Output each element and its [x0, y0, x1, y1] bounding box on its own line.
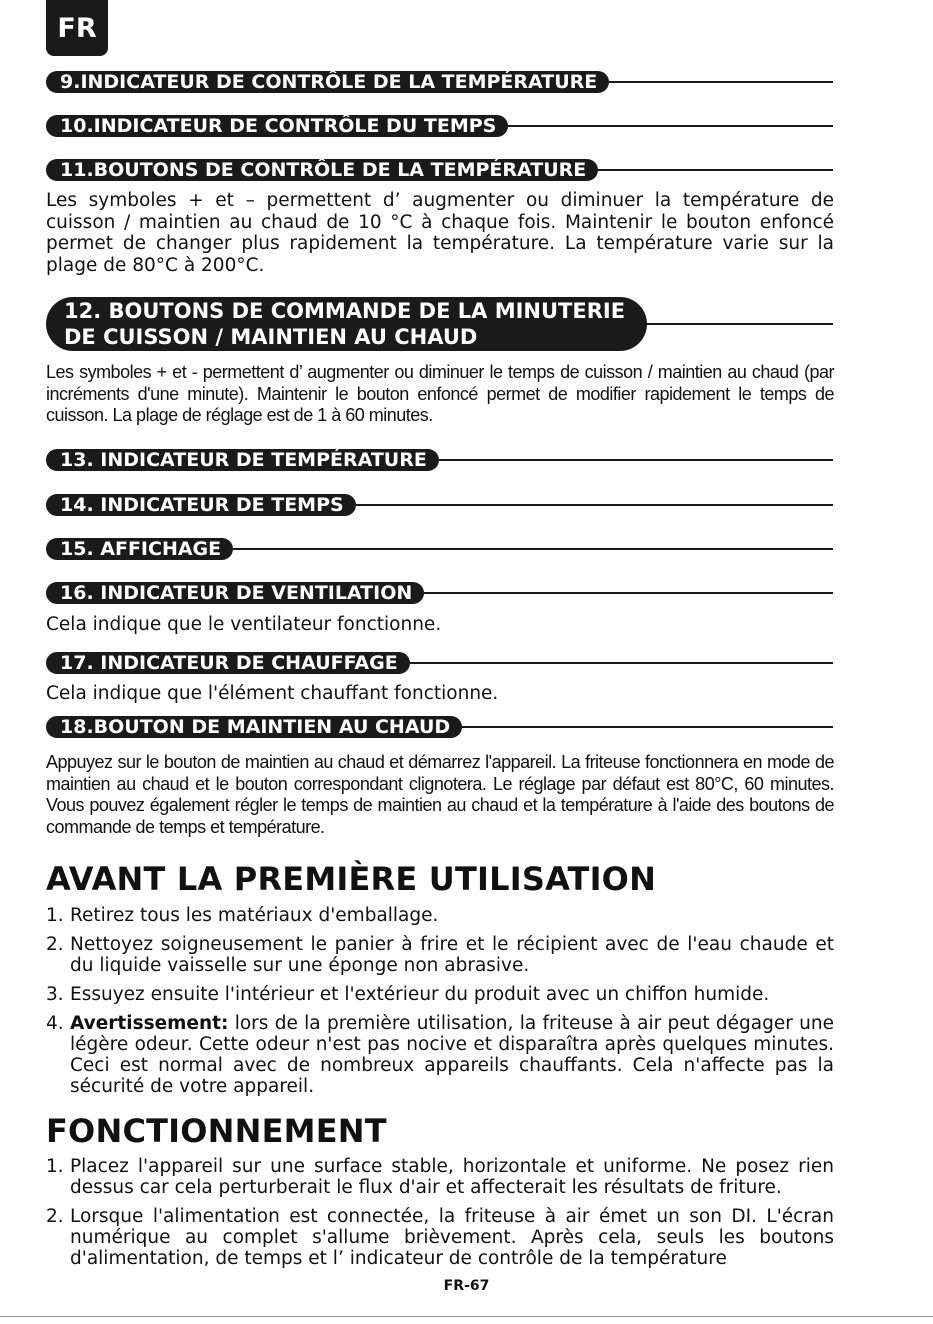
heading-label: 17. INDICATEUR DE CHAUFFAGE [46, 652, 410, 674]
heading-line-2: DE CUISSON / MAINTIEN AU CHAUD [64, 325, 478, 349]
heading-rule [233, 548, 833, 550]
heading-label [46, 297, 647, 351]
heading-temperature-control-indicator [46, 71, 833, 93]
heading-label: 15. AFFICHAGE [46, 538, 233, 560]
heading-label: 9.INDICATEUR DE CONTRÔLE DE LA TEMPÉRATURE [46, 71, 609, 93]
warning-label: Avertissement: [70, 1013, 229, 1034]
list-item-text: Essuyez ensuite l'intérieur et l'extérieur du produit avec un chiffon humide. [70, 984, 770, 1005]
list-item [46, 1156, 834, 1198]
heading-label: 18.BOUTON DE MAINTIEN AU CHAUD [46, 716, 462, 738]
list-item-number: 1. [46, 905, 64, 926]
before-first-use-list [46, 905, 834, 1105]
heading-rule [439, 459, 833, 461]
bottom-divider [0, 1316, 933, 1317]
list-item [46, 1013, 834, 1097]
heading-rule [508, 125, 833, 127]
heading-rule [609, 81, 833, 83]
list-item-text: Lorsque l'alimentation est connectée, la friteuse à air émet un son DI. L'écran numérique au complet s'allume brièvement. Après cela, seuls les boutons d'alimentation, de temps et l’ indicateur de contrôle de la température [70, 1206, 834, 1269]
heading-display [46, 538, 833, 560]
heading-timer-buttons [46, 297, 833, 351]
list-item-text: Placez l'appareil sur une surface stable, horizontale et uniforme. Ne posez rien dessus car cela perturberait le flux d'air et affecterait les résultats de friture. [70, 1156, 834, 1198]
heading-line-1: 12. BOUTONS DE COMMANDE DE LA MINUTERIE [64, 299, 626, 323]
language-badge: FR [46, 0, 108, 56]
heading-temperature-indicator [46, 449, 833, 471]
heading-label: 16. INDICATEUR DE VENTILATION [46, 582, 424, 604]
heading-fan-indicator [46, 582, 833, 604]
heading-time-indicator [46, 494, 833, 516]
list-item-number: 3. [46, 984, 64, 1005]
list-item [46, 905, 834, 926]
list-item [46, 934, 834, 976]
paragraph-timer-buttons: Les symboles + et - permettent d’ augmenter ou diminuer le temps de cuisson / maintien au chaud (par incréments d'une minute). Maintenir le bouton enfoncé permet de modifier rapidement le temps de cuisson. La plage de réglage est de 1 à 60 minutes. [46, 362, 834, 425]
heading-temperature-control-buttons [46, 159, 833, 181]
list-item-number: 2. [46, 1206, 64, 1227]
heading-rule [424, 592, 833, 594]
heading-rule [598, 169, 833, 171]
heading-keep-warm-button [46, 716, 833, 738]
heading-rule [462, 726, 833, 728]
heading-label: 11.BOUTONS DE CONTRÔLE DE LA TEMPÉRATURE [46, 159, 598, 181]
list-item-number: 4. [46, 1013, 64, 1034]
list-item-number: 1. [46, 1156, 64, 1177]
list-item-text: lors de la première utilisation, la friteuse à air peut dégager une légère odeur. Cette odeur n'est pas nocive et disparaîtra après quelques minutes. Ceci est normal avec de nombreux appareils chauffants. Cela n'affecte pas la sécurité de votre appareil. [70, 1013, 834, 1097]
paragraph-fan-indicator: Cela indique que le ventilateur fonctionne. [46, 614, 442, 635]
list-item [46, 984, 834, 1005]
heading-time-control-indicator [46, 115, 833, 137]
heading-rule [647, 323, 833, 325]
heading-heating-indicator [46, 652, 833, 674]
section-title-before-first-use: AVANT LA PREMIÈRE UTILISATION [46, 860, 657, 898]
heading-label: 10.INDICATEUR DE CONTRÔLE DU TEMPS [46, 115, 508, 137]
operation-list [46, 1156, 834, 1277]
heading-label: 14. INDICATEUR DE TEMPS [46, 494, 356, 516]
heading-rule [356, 504, 833, 506]
heading-rule [410, 662, 833, 664]
list-item-text: Nettoyez soigneusement le panier à frire et le récipient avec de l'eau chaude et du liquide vaisselle sur une éponge non abrasive. [70, 934, 834, 976]
paragraph-temperature-buttons: Les symboles + et – permettent d’ augmenter ou diminuer la température de cuisson / maintien au chaud de 10 °C à chaque fois. Maintenir le bouton enfoncé permet de changer plus rapidement la température. La température varie sur la plage de 80°C à 200°C. [46, 190, 834, 276]
section-title-operation: FONCTIONNEMENT [46, 1112, 387, 1150]
list-item-number: 2. [46, 934, 64, 955]
paragraph-heating-indicator: Cela indique que l'élément chauffant fonctionne. [46, 683, 499, 704]
paragraph-keep-warm: Appuyez sur le bouton de maintien au chaud et démarrez l'appareil. La friteuse fonctionnera en mode de maintien au chaud et le bouton correspondant clignotera. Le réglage par défaut est 80°C, 60 minutes. Vous pouvez également régler le temps de maintien au chaud et la température à l'aide des boutons de commande de temps et température. [46, 752, 834, 837]
page-number: FR-67 [443, 1278, 490, 1294]
heading-label: 13. INDICATEUR DE TEMPÉRATURE [46, 449, 439, 471]
list-item [46, 1206, 834, 1269]
list-item-text: Retirez tous les matériaux d'emballage. [70, 905, 439, 926]
